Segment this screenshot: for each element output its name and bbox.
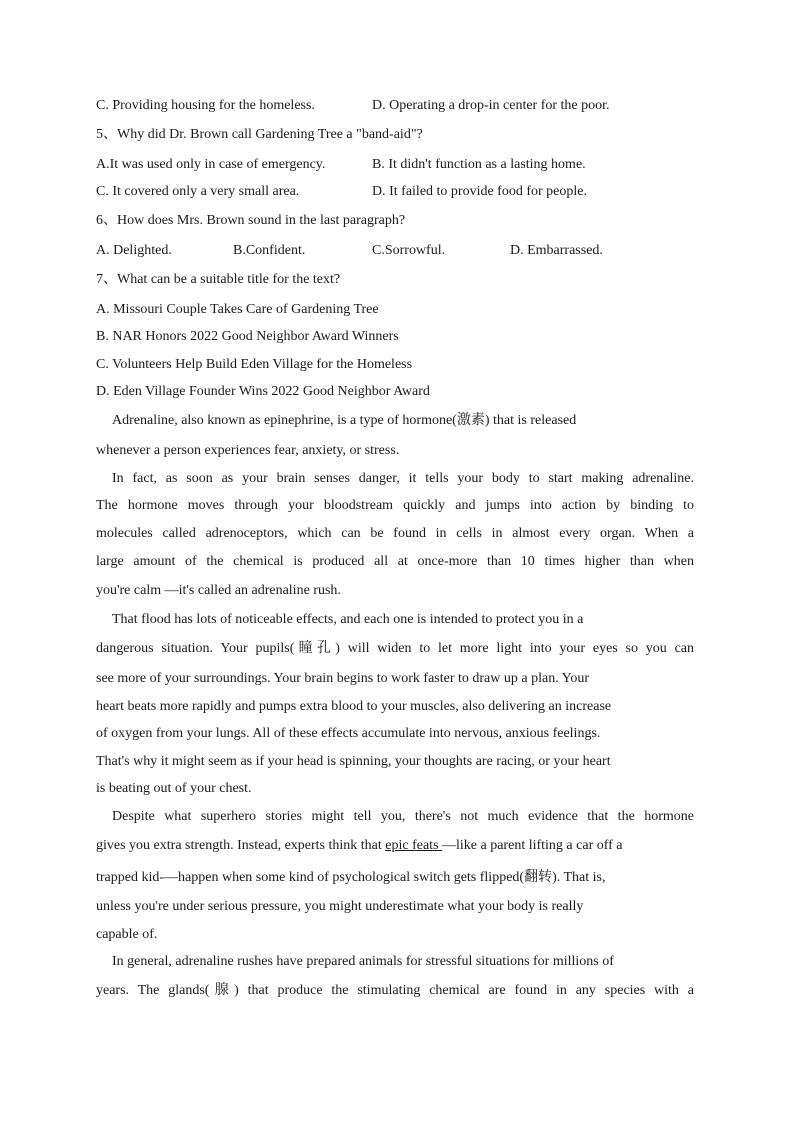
q6-stem: 6、How does Mrs. Brown sound in the last paragraph? (96, 213, 406, 228)
passage-p2-line-2: The hormone moves through your bloodstream quickly and jumps into action by binding to (96, 498, 694, 513)
passage-p4-line-1: Despite what superhero stories might tell you, there's not much evidence that the hormone (112, 809, 694, 824)
q4-option-c: C. Providing housing for the homeless. (96, 98, 315, 113)
q6-option-b: B.Confident. (233, 243, 306, 258)
q5-stem: 5、Why did Dr. Brown call Gardening Tree a "band-aid"? (96, 127, 423, 142)
q5-option-a: A.It was used only in case of emergency. (96, 157, 326, 172)
q5-options-row-2 (96, 183, 698, 201)
passage-p3-line-4: heart beats more rapidly and pumps extra blood to your muscles, also delivering an increase (96, 699, 612, 714)
passage-p4-line-2-pre: gives you extra strength. Instead, experts think that (96, 838, 386, 853)
passage-p1-line-2: whenever a person experiences fear, anxiety, or stress. (96, 443, 400, 458)
passage-p1-line-1: Adrenaline, also known as epinephrine, is a type of hormone(激素) that is released (112, 413, 577, 428)
q5-option-b: B. It didn't function as a lasting home. (372, 157, 586, 172)
q6-option-c: C.Sorrowful. (372, 243, 446, 258)
passage-p2-line-3: molecules called adrenoceptors, which can be found in cells in almost every organ. When a (96, 526, 694, 541)
passage-p3-line-7: is beating out of your chest. (96, 781, 252, 796)
q4-option-d: D. Operating a drop-in center for the poor. (372, 98, 610, 113)
q5-options-row-1 (96, 156, 698, 174)
passage-p2-line-5: you're calm —it's called an adrenaline rush. (96, 583, 341, 598)
q4-options-row (96, 97, 698, 115)
q6-option-a: A. Delighted. (96, 243, 172, 258)
passage-p3-line-2: dangerous situation. Your pupils(瞳孔) will widen to let more light into your eyes so you can (96, 641, 694, 656)
passage-p2-line-4: large amount of the chemical is produced all at once-more than 10 times higher than when (96, 554, 694, 569)
epic-feats-underlined: epic feats (385, 838, 443, 853)
q5-option-d: D. It failed to provide food for people. (372, 184, 587, 199)
passage-p3-line-5: of oxygen from your lungs. All of these effects accumulate into nervous, anxious feelings. (96, 726, 601, 741)
q7-stem: 7、What can be a suitable title for the text? (96, 272, 341, 287)
passage-p4-line-5: capable of. (96, 927, 158, 942)
q7-option-b: B. NAR Honors 2022 Good Neighbor Award Winners (96, 329, 399, 344)
q7-option-a: A. Missouri Couple Takes Care of Gardening Tree (96, 302, 379, 317)
passage-p4-line-2 (96, 837, 623, 855)
passage-p3-line-3: see more of your surroundings. Your brain begins to work faster to draw up a plan. Your (96, 671, 590, 686)
q7-option-d: D. Eden Village Founder Wins 2022 Good Neighbor Award (96, 384, 430, 399)
passage-p4-line-2-post: —like a parent lifting a car off a (442, 838, 623, 853)
passage-p4-line-3: trapped kid-—happen when some kind of psychological switch gets flipped(翻转). That is, (96, 870, 606, 885)
q5-option-c: C. It covered only a very small area. (96, 184, 300, 199)
passage-p3-line-6: That's why it might seem as if your head is spinning, your thoughts are racing, or your heart (96, 754, 611, 769)
passage-p5-line-1: In general, adrenaline rushes have prepared animals for stressful situations for millions of (112, 954, 614, 969)
q6-option-d: D. Embarrassed. (510, 243, 603, 258)
passage-p2-line-1: In fact, as soon as your brain senses danger, it tells your body to start making adrenaline. (112, 471, 694, 486)
passage-p5-line-2: years. The glands(腺) that produce the stimulating chemical are found in any species with a (96, 983, 694, 998)
passage-p3-line-1: That flood has lots of noticeable effects, and each one is intended to protect you in a (112, 612, 584, 627)
q6-options-row (96, 242, 698, 260)
passage-p4-line-4: unless you're under serious pressure, you might underestimate what your body is really (96, 899, 584, 914)
q7-option-c: C. Volunteers Help Build Eden Village for the Homeless (96, 357, 413, 372)
